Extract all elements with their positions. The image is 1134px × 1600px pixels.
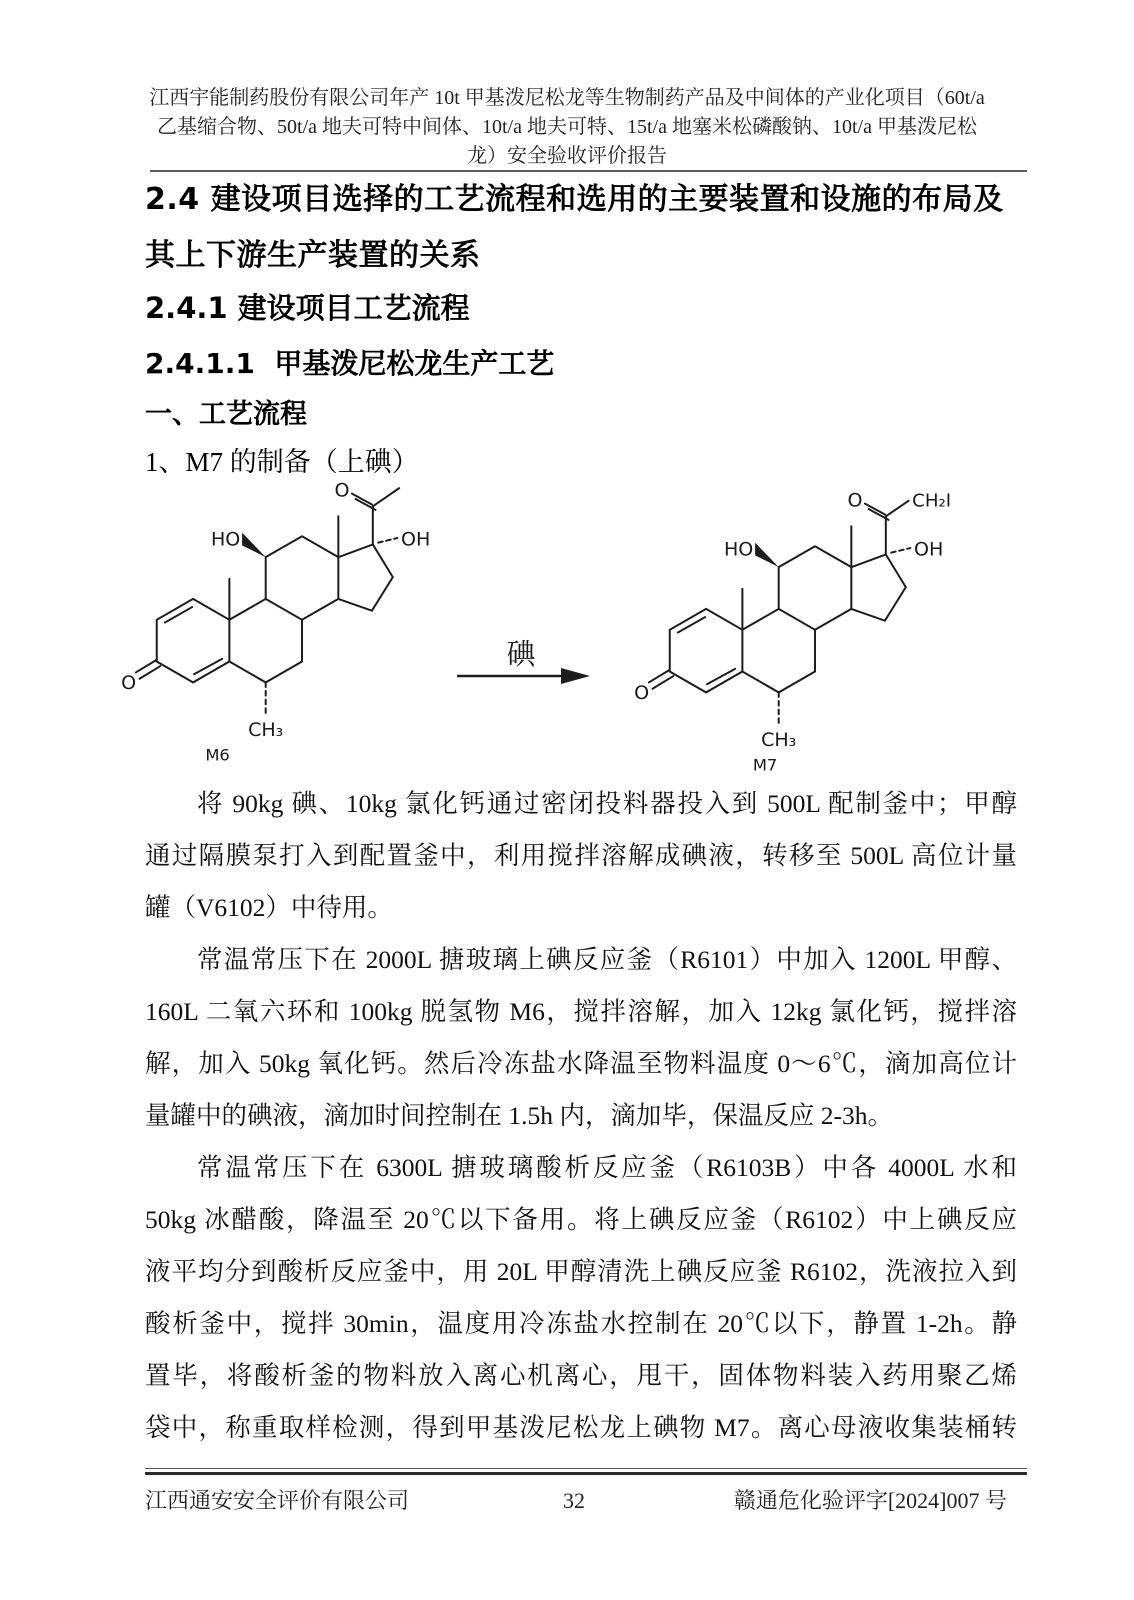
report-title-header	[127, 84, 1007, 171]
section-heading-line: 其上下游生产装置的关系	[145, 238, 481, 273]
paragraph	[145, 934, 1017, 1142]
atom-label-methyl: CH₃	[248, 718, 284, 741]
molecule-name-label: M7	[752, 755, 778, 775]
report-title-line: 江西宇能制药股份有限公司年产 10t 甲基泼尼松龙等生物制药产品及中间体的产业化项目（60t/a	[149, 87, 985, 109]
molecule-m7-structure	[618, 488, 963, 777]
report-title-line: 乙基缩合物、50t/a 地夫可特中间体、10t/a 地夫可特、15t/a 地塞米松磷酸钠、10t/a 甲基泼尼松	[157, 116, 977, 138]
atom-label-ch2i: CH₂I	[912, 490, 952, 512]
paragraph	[145, 1142, 1017, 1454]
body-line: 50kg 冰醋酸，降温至 20℃以下备用。将上碘反应釜（R6102）中上碘反应	[145, 1205, 1017, 1234]
stereo-wedge-bond	[242, 533, 266, 558]
section-heading-2-4	[145, 172, 1030, 284]
body-line: 袋中，称重取样检测，得到甲基泼尼松龙上碘物 M7。离心母液收集装桶转	[145, 1413, 1017, 1442]
footer-doc-number: 赣通危化验评字[2024]007 号	[733, 1488, 1007, 1513]
body-line: 将 90kg 碘、10kg 氯化钙通过密闭投料器投入到 500L 配制釜中；甲醇	[197, 789, 1017, 818]
atom-label-hydroxy-ho: HO	[210, 528, 241, 551]
body-line: 常温常压下在 2000L 搪玻璃上碘反应釜（R6101）中加入 1200L 甲醇、	[197, 945, 1017, 974]
subsection-heading-process-flow: 一、工艺流程	[145, 399, 307, 430]
atom-label-oh: OH	[400, 528, 431, 551]
step-1-m7-preparation-label: 1、M7 的制备（上碘）	[145, 447, 419, 477]
body-line: 液平均分到酸析反应釜中，用 20L 甲醇清洗上碘反应釜 R6102，洗液拉入到	[145, 1257, 1017, 1286]
report-title-line: 龙）安全验收评价报告	[467, 145, 667, 167]
body-line: 通过隔膜泵打入到配置釜中，利用搅拌溶解成碘液，转移至 500L 高位计量	[145, 841, 1017, 870]
atom-label-ketone-o: O	[121, 671, 137, 694]
section-heading-2-4-1-1: 2.4.1.1 甲基泼尼松龙生产工艺	[145, 347, 555, 380]
body-line: 罐（V6102）中待用。	[145, 893, 393, 922]
atom-label-acetyl-o: O	[334, 479, 350, 502]
arrowhead	[561, 668, 590, 684]
atom-label-acetyl-o: O	[847, 489, 863, 512]
reaction-arrow	[455, 630, 595, 690]
section-heading-line: 2.4 建设项目选择的工艺流程和选用的主要装置和设施的布局及	[145, 182, 1004, 217]
footer-page-number: 32	[563, 1488, 585, 1513]
section-heading-2-4-1: 2.4.1 建设项目工艺流程	[145, 291, 470, 325]
body-line: 量罐中的碘液，滴加时间控制在 1.5h 内，滴加毕，保温反应 2-3h。	[145, 1101, 893, 1130]
body-line: 酸析釜中，搅拌 30min，温度用冷冻盐水控制在 20℃以下，静置 1-2h。静	[145, 1309, 1017, 1338]
page-footer	[145, 1484, 1027, 1515]
atom-label-methyl: CH₃	[761, 728, 797, 751]
body-line: 160L 二氧六环和 100kg 脱氢物 M6，搅拌溶解，加入 12kg 氯化钙，搅拌溶	[145, 997, 1017, 1026]
molecule-name-label: M6	[205, 745, 230, 765]
reagent-label: 碘	[506, 637, 536, 671]
body-line: 常温常压下在 6300L 搪玻璃酸析反应釜（R6103B）中各 4000L 水和	[197, 1153, 1017, 1182]
molecule-m6-structure	[105, 478, 450, 767]
stereo-wedge-bond	[755, 543, 779, 568]
atom-label-hydroxy-ho: HO	[723, 538, 754, 561]
atom-label-ketone-o: O	[634, 681, 650, 704]
atom-label-oh: OH	[913, 538, 944, 561]
reaction-scheme	[0, 475, 1134, 793]
body-text	[145, 778, 1017, 1454]
body-line: 解，加入 50kg 氧化钙。然后冷冻盐水降温至物料温度 0～6℃，滴加高位计	[145, 1049, 1017, 1078]
footer-divider-thick	[145, 1472, 1027, 1475]
footer-company: 江西通安安全评价有限公司	[145, 1488, 410, 1513]
paragraph	[145, 778, 1017, 934]
body-line: 置毕，将酸析釜的物料放入离心机离心，甩干，固体物料装入药用聚乙烯	[145, 1361, 1017, 1390]
footer-divider-thin	[145, 1468, 1027, 1469]
